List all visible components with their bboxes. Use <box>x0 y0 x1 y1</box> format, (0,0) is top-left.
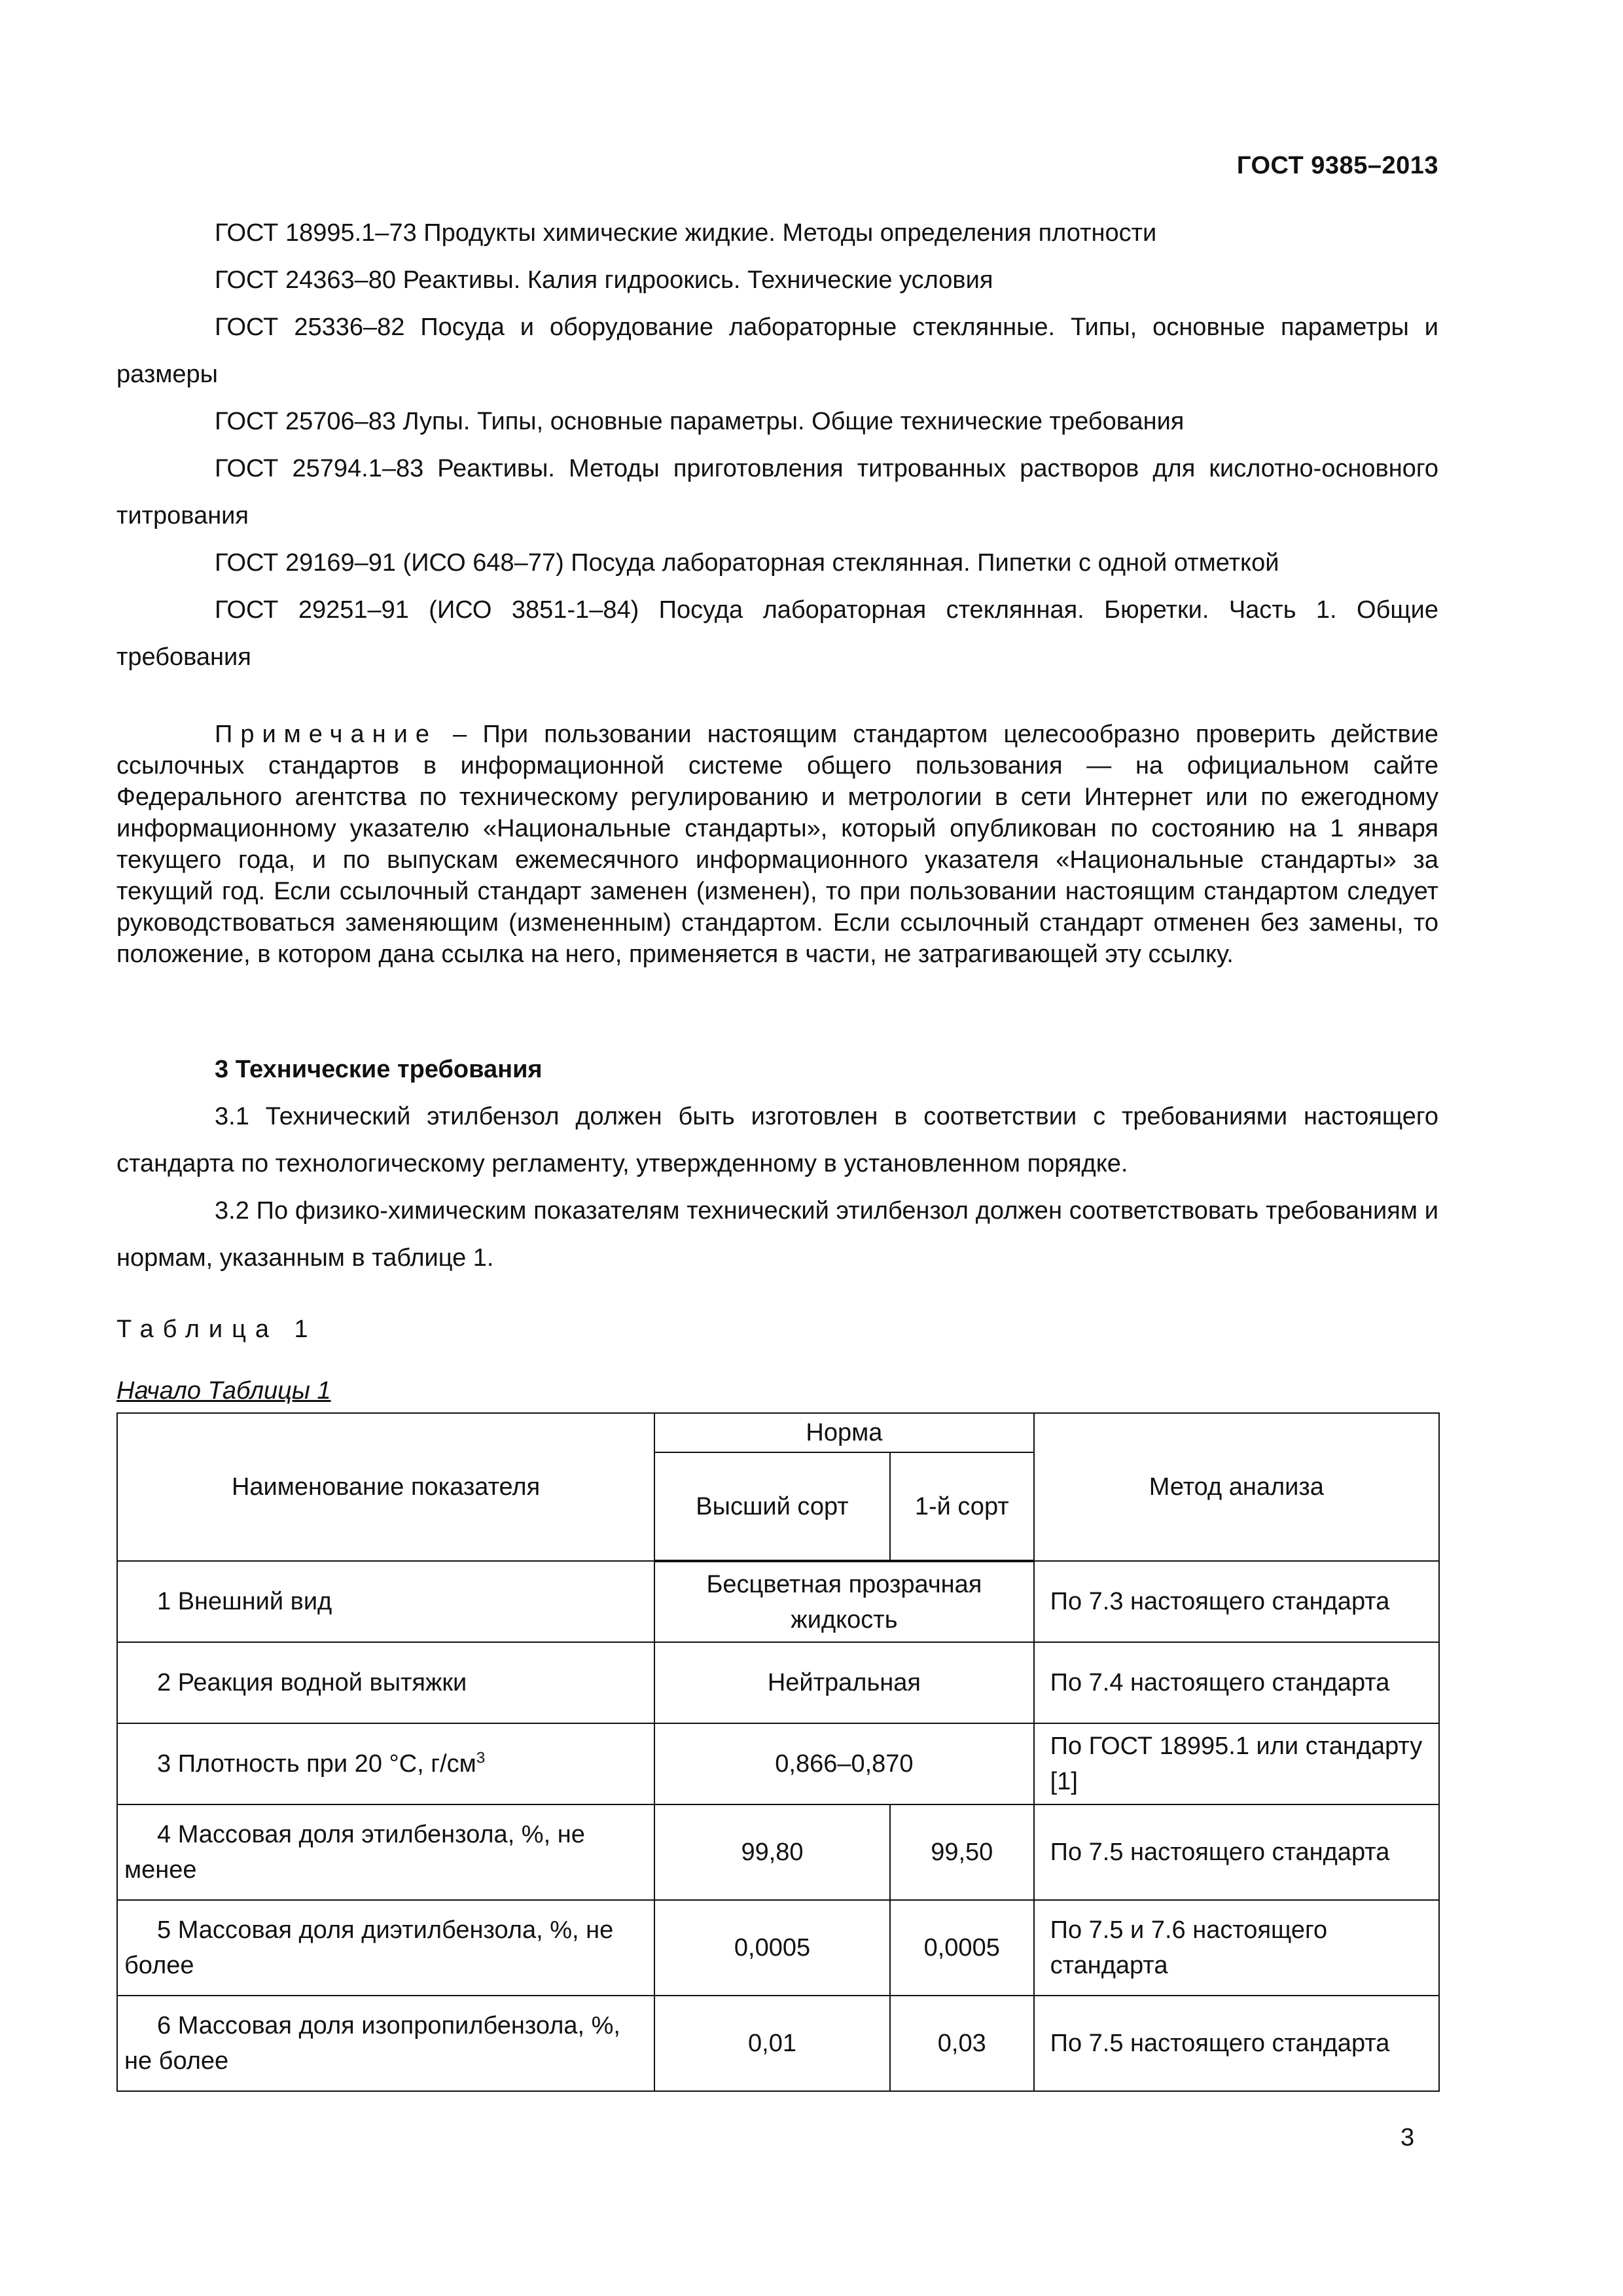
section-3 <box>116 1046 1438 1282</box>
header-norm: Норма <box>654 1413 1033 1452</box>
table-caption: Начало Таблицы 1 <box>116 1377 331 1405</box>
section-paragraph: 3.1 Технический этилбензол должен быть изготовлен в соответствии с требованиями настоящего стандарта по технологическому регламенту, утвержденному в установленном порядке. <box>116 1103 1438 1177</box>
parameter-name: 6 Массовая доля изопропилбензола, %, не более <box>117 1996 654 2091</box>
page-number: 3 <box>1400 2124 1415 2151</box>
parameter-name: 1 Внешний вид <box>117 1561 654 1642</box>
norm-value-top-grade: 0,01 <box>654 1996 890 2091</box>
parameter-name: 5 Массовая доля диэтилбензола, %, не более <box>117 1900 654 1996</box>
table-row <box>117 1996 1439 2091</box>
norm-value-top-grade: 0,0005 <box>654 1900 890 1996</box>
table-row <box>117 1561 1439 1642</box>
method-reference: По 7.5 и 7.6 настоящего стандарта <box>1034 1900 1439 1996</box>
parameter-name <box>117 1723 654 1804</box>
method-reference: По 7.4 настоящего стандарта <box>1034 1642 1439 1723</box>
norm-value: 0,866–0,870 <box>654 1723 1033 1804</box>
reference-item: ГОСТ 29169–91 (ИСО 648–77) Посуда лабораторная стеклянная. Пипетки с одной отметкой <box>215 549 1279 577</box>
header-grade-top: Высший сорт <box>654 1452 890 1561</box>
document-header: ГОСТ 9385–2013 <box>1236 152 1438 179</box>
table-row <box>117 1642 1439 1723</box>
method-reference: По 7.5 настоящего стандарта <box>1034 1804 1439 1900</box>
table-row <box>117 1723 1439 1804</box>
norm-value-first-grade: 99,50 <box>890 1804 1034 1900</box>
norm-value-first-grade: 0,03 <box>890 1996 1034 2091</box>
note-text: – При пользовании настоящим стандартом целесообразно проверить действие ссылочных стандартов в информационной системе общего пользования — на официальном сайте Федерального агентства по техническому регулированию и метрологии в сети Интернет или по ежегодному информационному указателю «Национальные стандарты», который опубликован по состоянию на 1 января текущего года, и по выпускам ежемесячного информационного указателя «Национальные стандарты» за текущий год. Если ссылочный стандарт заменен (изменен), то при пользовании настоящим стандартом следует руководствоваться заменяющим (измененным) стандартом. Если ссылочный стандарт отменен без замены, то положение, в котором дана ссылка на него, применяется в части, не затрагивающей эту ссылку. <box>116 721 1439 968</box>
reference-item: ГОСТ 29251–91 (ИСО 3851-1–84) Посуда лабораторная стеклянная. Бюретки. Часть 1. Общие требования <box>116 596 1438 671</box>
method-reference: По ГОСТ 18995.1 или стандарту [1] <box>1034 1723 1439 1804</box>
method-reference: По 7.3 настоящего стандарта <box>1034 1561 1439 1642</box>
table-title: Таблица 1 <box>116 1316 317 1343</box>
unit-superscript: 3 <box>476 1749 486 1767</box>
norm-value: Нейтральная <box>654 1642 1033 1723</box>
reference-item: ГОСТ 18995.1–73 Продукты химические жидкие. Методы определения плотности <box>215 219 1157 247</box>
header-method: Метод анализа <box>1034 1413 1439 1561</box>
norm-value-top-grade: 99,80 <box>654 1804 890 1900</box>
note-block <box>116 719 1438 970</box>
section-title: 3 Технические требования <box>215 1056 543 1083</box>
note-paragraph <box>116 719 1438 970</box>
reference-item: ГОСТ 25706–83 Лупы. Типы, основные параметры. Общие технические требования <box>215 408 1185 435</box>
reference-item: ГОСТ 24363–80 Реактивы. Калия гидроокись. Технические условия <box>215 266 993 294</box>
table-row <box>117 1900 1439 1996</box>
reference-item: ГОСТ 25794.1–83 Реактивы. Методы приготовления титрованных растворов для кислотно-основного титрования <box>116 455 1438 529</box>
parameter-name: 2 Реакция водной вытяжки <box>117 1642 654 1723</box>
method-reference: По 7.5 настоящего стандарта <box>1034 1996 1439 2091</box>
section-paragraph: 3.2 По физико-химическим показателям технический этилбензол должен соответствовать требованиям и нормам, указанным в таблице 1. <box>116 1197 1438 1272</box>
header-grade-first: 1-й сорт <box>890 1452 1034 1561</box>
requirements-table <box>116 1412 1440 2092</box>
note-label: Примечание <box>215 721 437 748</box>
norm-value-first-grade: 0,0005 <box>890 1900 1034 1996</box>
norm-value: Бесцветная прозрачная жидкость <box>654 1561 1033 1642</box>
parameter-name: 4 Массовая доля этилбензола, %, не менее <box>117 1804 654 1900</box>
reference-list <box>116 209 1438 681</box>
table-row <box>117 1804 1439 1900</box>
header-parameter-name: Наименование показателя <box>117 1413 654 1561</box>
reference-item: ГОСТ 25336–82 Посуда и оборудование лабораторные стеклянные. Типы, основные параметры и размеры <box>116 314 1438 388</box>
parameter-name-text: 3 Плотность при 20 °С, г/см <box>157 1750 476 1778</box>
